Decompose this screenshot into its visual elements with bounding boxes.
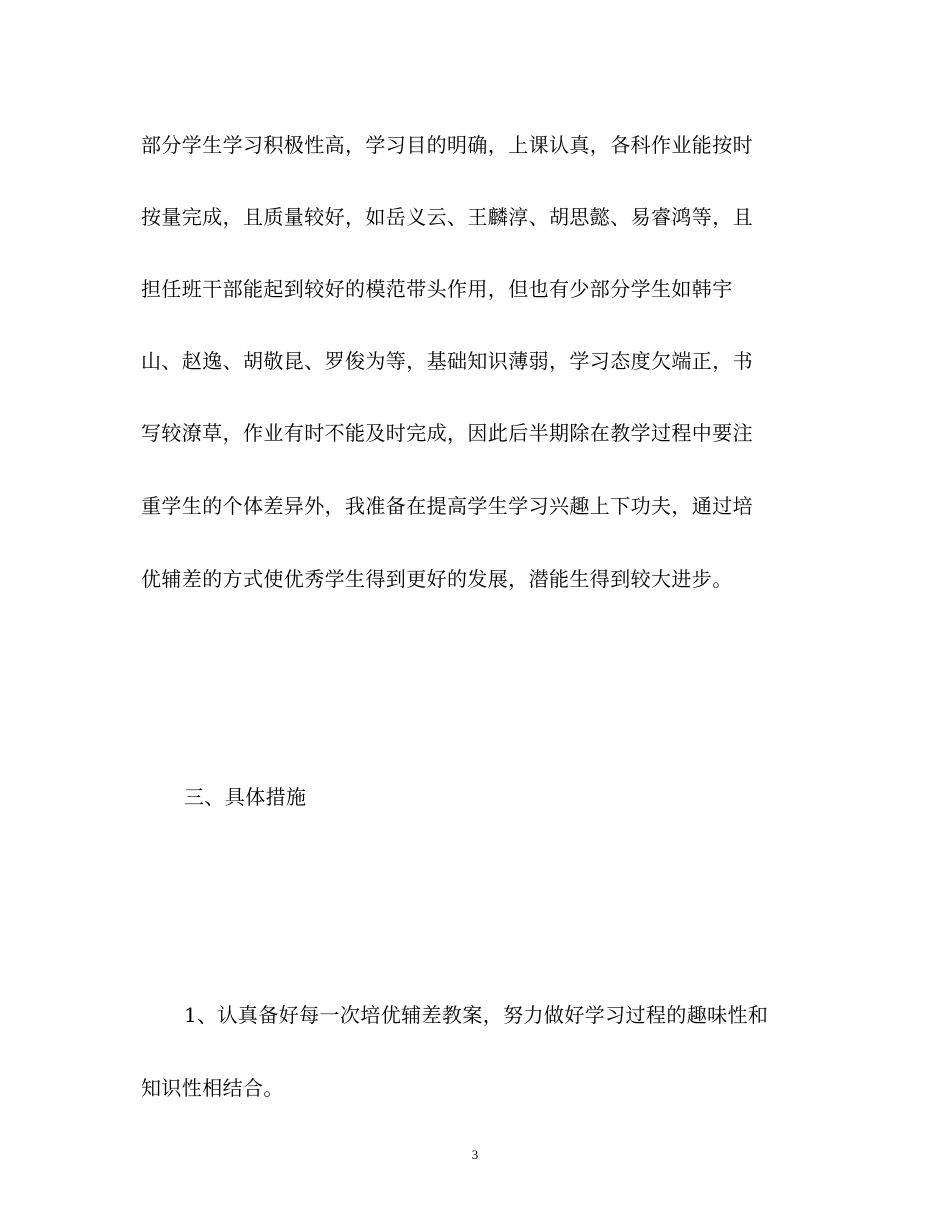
paragraph-line: 部分学生学习积极性高，学习目的明确，上课认真，各科作业能按时 [141,133,753,157]
page-number: 3 [471,1147,479,1162]
paragraph-line: 优辅差的方式使优秀学生得到更好的发展，潜能生得到较大进步。 [141,567,733,591]
paragraph-line: 重学生的个体差异外，我准备在提高学生学习兴趣上下功夫，通过培 [141,494,753,518]
measure-line: 知识性相结合。 [141,1076,284,1100]
paragraph-line: 山、赵逸、胡敬昆、罗俊为等，基础知识薄弱，学习态度欠端正，书 [141,349,753,373]
section-heading: 三、具体措施 [184,785,307,809]
measure-line: 1、认真备好每一次培优辅差教案，努力做好学习过程的趣味性和 [184,1003,769,1027]
paragraph-line: 担任班干部能起到较好的模范带头作用，但也有少部分学生如韩宇 [141,277,733,301]
paragraph-line: 按量完成，且质量较好，如岳义云、王麟淳、胡思懿、易睿鸿等，且 [141,205,753,229]
paragraph-line: 写较潦草，作业有时不能及时完成，因此后半期除在教学过程中要注 [141,421,753,445]
